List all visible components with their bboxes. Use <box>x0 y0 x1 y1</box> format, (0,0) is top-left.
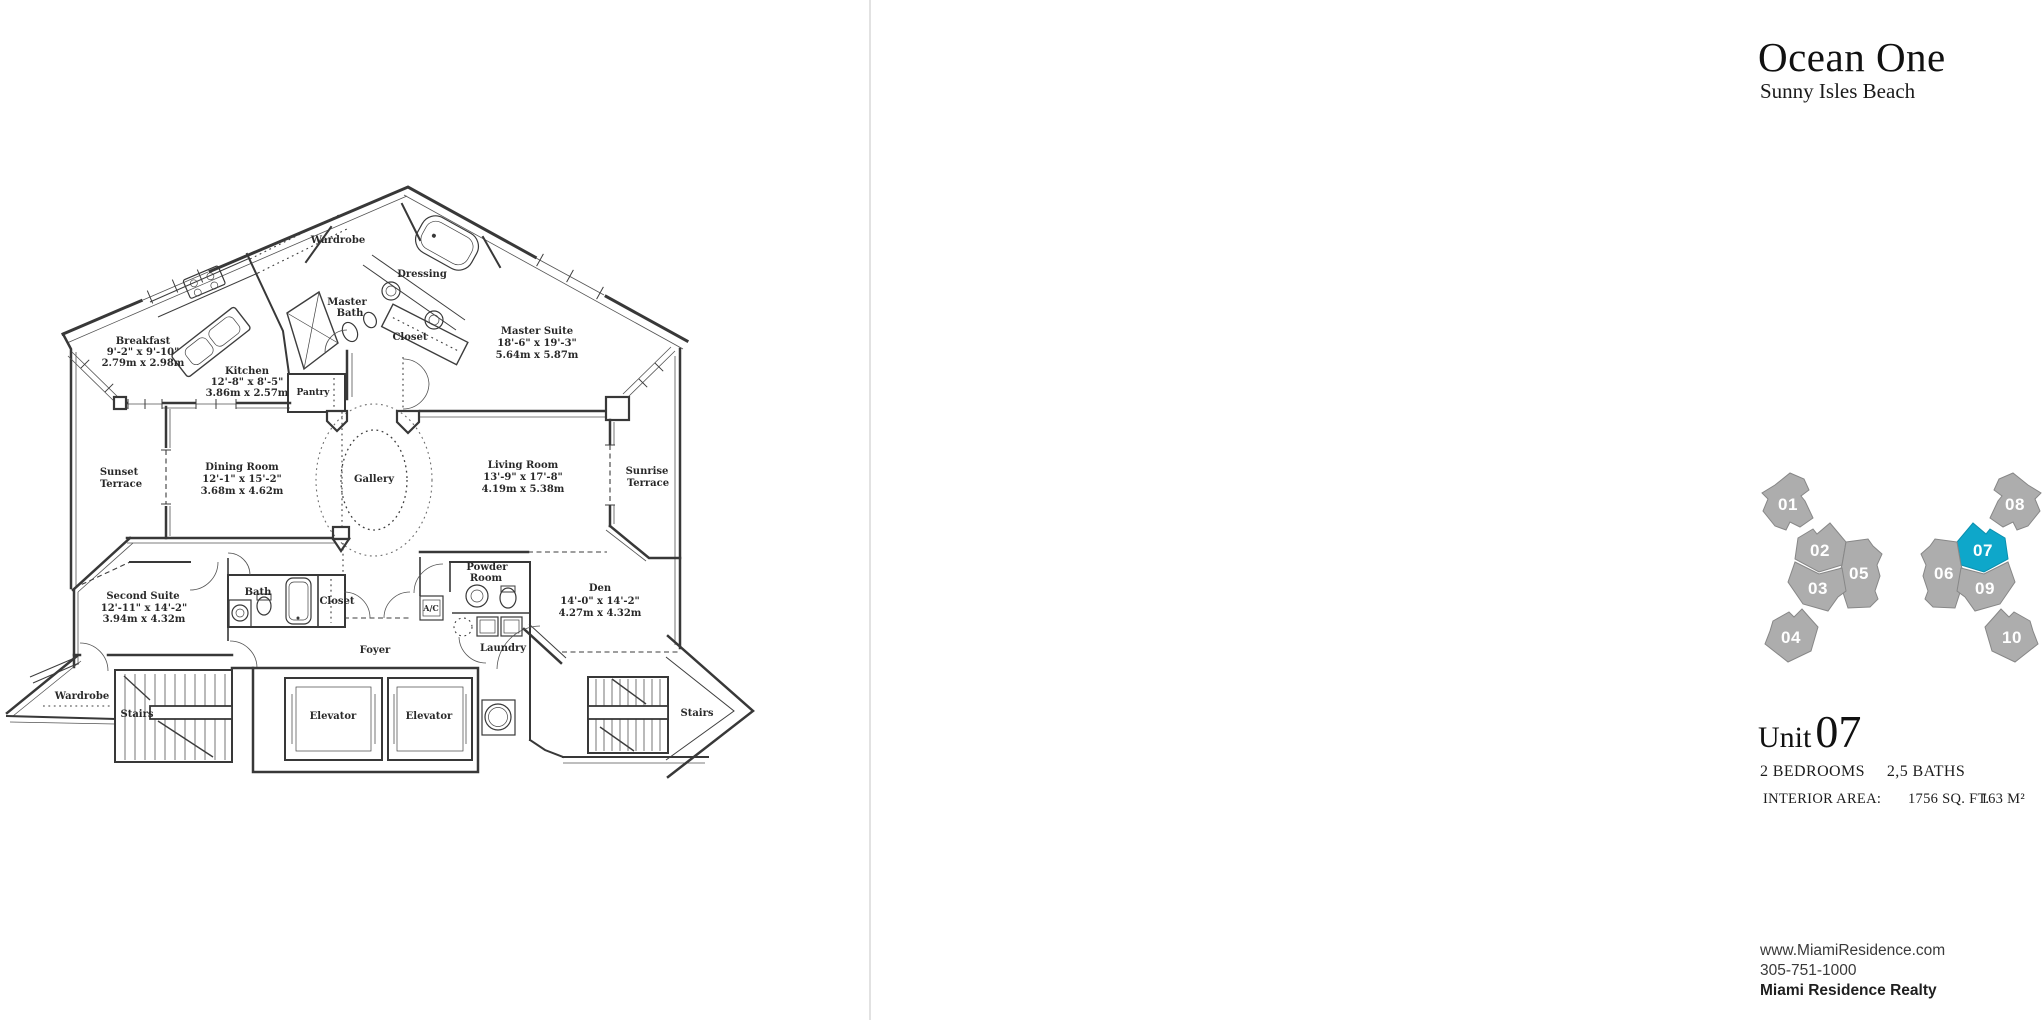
room-label-dressing: Dressing <box>397 269 447 280</box>
keyplan <box>1742 460 2042 670</box>
room-label-living: Living Room <box>487 460 559 471</box>
room-label-closet-master: Closet <box>392 332 428 343</box>
keyplan-num-10: 10 <box>2002 628 2022 647</box>
keyplan-num-06: 06 <box>1934 564 1954 583</box>
room-dim-living-m: 4.19m x 5.38m <box>481 484 565 495</box>
master-bath-area <box>250 204 500 369</box>
room-dim-kitchen-m: 3.86m x 2.57m <box>205 388 289 399</box>
room-label-elevator-1: Elevator <box>309 711 357 722</box>
company-name: Miami Residence Realty <box>1760 982 1937 999</box>
room-dim-breakfast-m: 2.79m x 2.98m <box>101 358 185 369</box>
room-dim-den-ft: 14'-0" x 14'-2" <box>560 596 640 607</box>
building-location: Sunny Isles Beach <box>1760 79 1916 103</box>
room-dim-living-ft: 13'-9" x 17'-8" <box>483 472 563 483</box>
room-label-pantry: Pantry <box>296 388 330 398</box>
room-label-sunrise-2: Terrace <box>626 478 670 489</box>
wardrobe-arrow <box>7 656 115 724</box>
building-name: Ocean One <box>1758 34 1946 80</box>
keyplan-num-02: 02 <box>1810 541 1830 560</box>
roof-windows <box>140 251 609 308</box>
room-label-foyer: Foyer <box>359 645 391 656</box>
room-label-sunset-2: Terrace <box>99 479 143 490</box>
baths-value: 2,5 BATHS <box>1886 763 1966 780</box>
room-dim-dining-m: 3.68m x 4.62m <box>200 486 284 497</box>
unit-number: 07 <box>1815 706 1862 757</box>
room-label-powder-2: Room <box>469 573 503 584</box>
room-label-bath: Bath <box>244 587 272 598</box>
room-label-breakfast: Breakfast <box>115 336 171 347</box>
keyplan-num-05: 05 <box>1849 564 1869 583</box>
stairs-right-block <box>588 636 753 777</box>
room-dim-den-m: 4.27m x 4.32m <box>558 608 642 619</box>
interior-area-label: INTERIOR AREA: <box>1763 791 1882 807</box>
corridor-master <box>327 351 629 433</box>
outer-walls <box>63 187 687 648</box>
floorplan-drawing <box>0 0 870 1020</box>
room-label-master-suite: Master Suite <box>500 326 574 337</box>
interior-area-sqm: 163 M² <box>1980 791 2025 807</box>
room-label-master-bath-2: Bath <box>336 308 364 319</box>
interior-area-sqft: 1756 SQ. FT. <box>1908 791 1990 807</box>
room-label-powder-1: Powder <box>466 562 508 573</box>
website-link[interactable]: www.MiamiResidence.com <box>1760 942 1946 959</box>
room-label-sunrise-1: Sunrise <box>625 466 669 477</box>
keyplan-num-07: 07 <box>1973 541 1993 560</box>
room-label-sunset-1: Sunset <box>99 467 139 478</box>
room-label-wardrobe-top: Wardrobe <box>310 235 366 246</box>
dining-area <box>73 407 349 592</box>
room-dim-kitchen-ft: 12'-8" x 8'-5" <box>210 377 284 388</box>
room-dim-dining-ft: 12'-1" x 15'-2" <box>202 474 282 485</box>
keyplan-num-04: 04 <box>1781 628 1801 647</box>
keyplan-num-03: 03 <box>1808 579 1828 598</box>
room-label-second-suite: Second Suite <box>106 591 180 602</box>
unit-title-prefix: Unit <box>1758 721 1812 754</box>
room-dim-master-suite-ft: 18'-6" x 19'-3" <box>497 338 577 349</box>
room-label-stairs-left: Stairs <box>120 709 154 720</box>
info-panel <box>870 0 2025 1020</box>
keyplan-num-01: 01 <box>1778 495 1798 514</box>
interior-area-row <box>1763 791 2025 808</box>
room-label-master-bath-1: Master <box>327 297 367 308</box>
elevator-block <box>232 668 515 772</box>
phone-number: 305-751-1000 <box>1760 962 1857 979</box>
room-label-gallery: Gallery <box>353 474 395 485</box>
room-label-dining: Dining Room <box>205 462 279 473</box>
unit-specs <box>1760 763 1965 781</box>
bedrooms-value: 2 BEDROOMS <box>1760 763 1865 780</box>
unit-title <box>1758 705 1861 758</box>
room-label-stairs-right: Stairs <box>680 708 714 719</box>
keyplan-num-08: 08 <box>2005 495 2025 514</box>
room-label-laundry: Laundry <box>479 643 527 654</box>
room-label-elevator-2: Elevator <box>405 711 453 722</box>
keyplan-num-09: 09 <box>1975 579 1995 598</box>
room-dim-second-suite-m: 3.94m x 4.32m <box>102 614 186 625</box>
room-dim-breakfast-ft: 9'-2" x 9'-10" <box>106 347 180 358</box>
room-dim-second-suite-ft: 12'-11" x 14'-2" <box>100 603 188 614</box>
room-label-closet: Closet <box>319 596 355 607</box>
room-label-wardrobe-bottom: Wardrobe <box>54 691 110 702</box>
room-label-den: Den <box>588 583 612 594</box>
room-label-ac: A/C <box>423 603 439 613</box>
contact-block <box>1760 941 1945 1001</box>
room-dim-master-suite-m: 5.64m x 5.87m <box>495 350 579 361</box>
room-label-kitchen: Kitchen <box>224 366 270 377</box>
